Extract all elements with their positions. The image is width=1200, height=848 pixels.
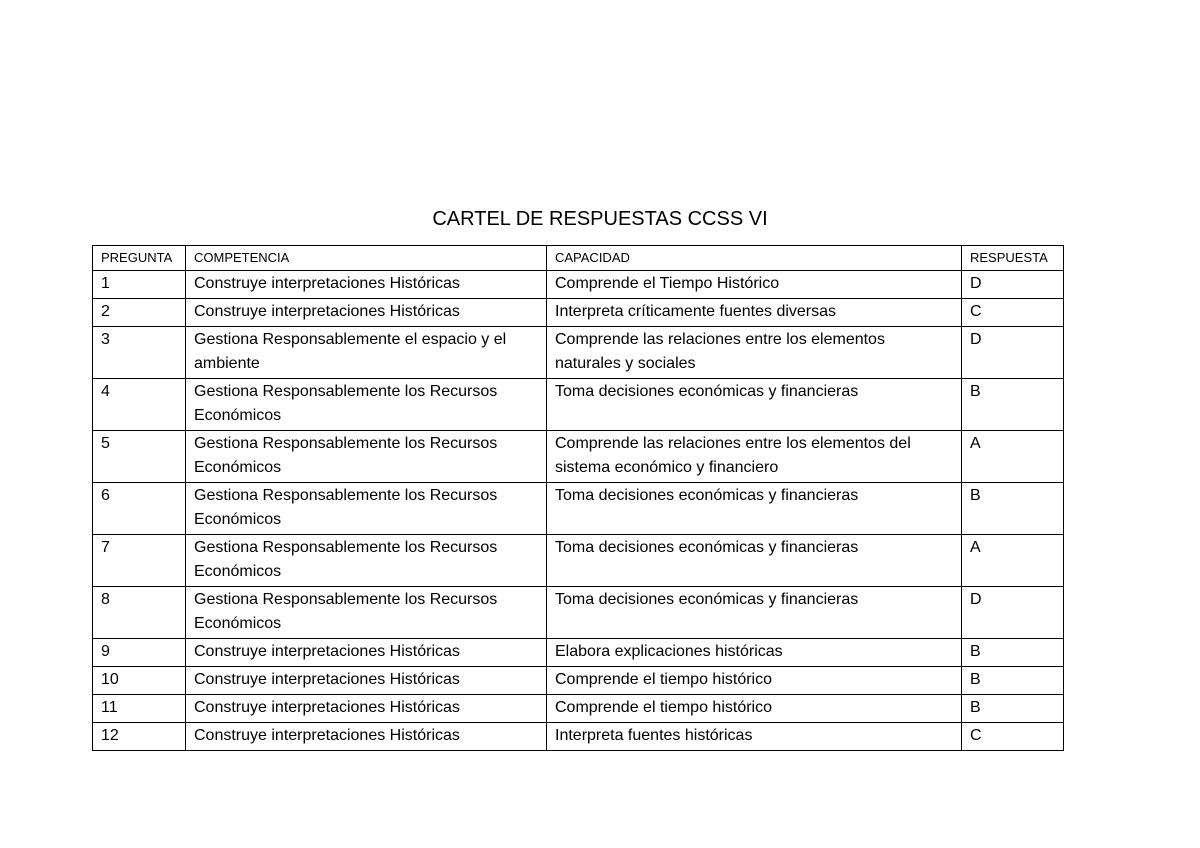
cell-pregunta: 6	[93, 483, 186, 535]
table-row	[93, 695, 1064, 723]
table-row	[93, 639, 1064, 667]
cell-pregunta: 12	[93, 723, 186, 751]
cell-pregunta: 9	[93, 639, 186, 667]
cell-capacidad: Comprende las relaciones entre los elementos naturales y sociales	[547, 327, 962, 379]
cell-competencia: Gestiona Responsablemente los Recursos Económicos	[186, 379, 547, 431]
cell-respuesta: D	[962, 587, 1064, 639]
table-row	[93, 483, 1064, 535]
cell-capacidad: Interpreta fuentes históricas	[547, 723, 962, 751]
cell-respuesta: B	[962, 667, 1064, 695]
cell-competencia: Gestiona Responsablemente los Recursos Económicos	[186, 587, 547, 639]
answer-table	[92, 245, 1064, 751]
cell-competencia: Gestiona Responsablemente el espacio y el ambiente	[186, 327, 547, 379]
cell-competencia: Construye interpretaciones Históricas	[186, 695, 547, 723]
cell-competencia: Construye interpretaciones Históricas	[186, 723, 547, 751]
table-header-row	[93, 246, 1064, 271]
table-row	[93, 587, 1064, 639]
cell-respuesta: D	[962, 271, 1064, 299]
cell-capacidad: Toma decisiones económicas y financieras	[547, 587, 962, 639]
cell-respuesta: A	[962, 431, 1064, 483]
cell-competencia: Gestiona Responsablemente los Recursos Económicos	[186, 483, 547, 535]
table-row	[93, 667, 1064, 695]
table-row	[93, 431, 1064, 483]
cell-pregunta: 1	[93, 271, 186, 299]
table-row	[93, 299, 1064, 327]
cell-capacidad: Comprende el tiempo histórico	[547, 695, 962, 723]
cell-pregunta: 8	[93, 587, 186, 639]
cell-capacidad: Comprende el Tiempo Histórico	[547, 271, 962, 299]
cell-competencia: Construye interpretaciones Históricas	[186, 639, 547, 667]
cell-respuesta: B	[962, 379, 1064, 431]
cell-respuesta: C	[962, 299, 1064, 327]
cell-capacidad: Toma decisiones económicas y financieras	[547, 379, 962, 431]
header-pregunta: PREGUNTA	[93, 246, 186, 271]
cell-competencia: Construye interpretaciones Históricas	[186, 299, 547, 327]
cell-pregunta: 3	[93, 327, 186, 379]
cell-pregunta: 11	[93, 695, 186, 723]
cell-capacidad: Toma decisiones económicas y financieras	[547, 483, 962, 535]
cell-competencia: Gestiona Responsablemente los Recursos Económicos	[186, 431, 547, 483]
table-row	[93, 271, 1064, 299]
table-row	[93, 379, 1064, 431]
cell-respuesta: B	[962, 639, 1064, 667]
cell-capacidad: Toma decisiones económicas y financieras	[547, 535, 962, 587]
cell-competencia: Construye interpretaciones Históricas	[186, 667, 547, 695]
cell-pregunta: 2	[93, 299, 186, 327]
header-capacidad: CAPACIDAD	[547, 246, 962, 271]
cell-capacidad: Comprende el tiempo histórico	[547, 667, 962, 695]
cell-capacidad: Elabora explicaciones históricas	[547, 639, 962, 667]
cell-respuesta: A	[962, 535, 1064, 587]
cell-respuesta: B	[962, 695, 1064, 723]
cell-pregunta: 10	[93, 667, 186, 695]
cell-capacidad: Comprende las relaciones entre los elementos del sistema económico y financiero	[547, 431, 962, 483]
cell-pregunta: 4	[93, 379, 186, 431]
cell-competencia: Construye interpretaciones Históricas	[186, 271, 547, 299]
table-row	[93, 723, 1064, 751]
cell-respuesta: B	[962, 483, 1064, 535]
page-title: CARTEL DE RESPUESTAS CCSS VI	[432, 208, 768, 230]
header-competencia: COMPETENCIA	[186, 246, 547, 271]
cell-capacidad: Interpreta críticamente fuentes diversas	[547, 299, 962, 327]
table-row	[93, 327, 1064, 379]
table-row	[93, 535, 1064, 587]
cell-competencia: Gestiona Responsablemente los Recursos Económicos	[186, 535, 547, 587]
cell-respuesta: C	[962, 723, 1064, 751]
cell-respuesta: D	[962, 327, 1064, 379]
cell-pregunta: 7	[93, 535, 186, 587]
header-respuesta: RESPUESTA	[962, 246, 1064, 271]
cell-pregunta: 5	[93, 431, 186, 483]
